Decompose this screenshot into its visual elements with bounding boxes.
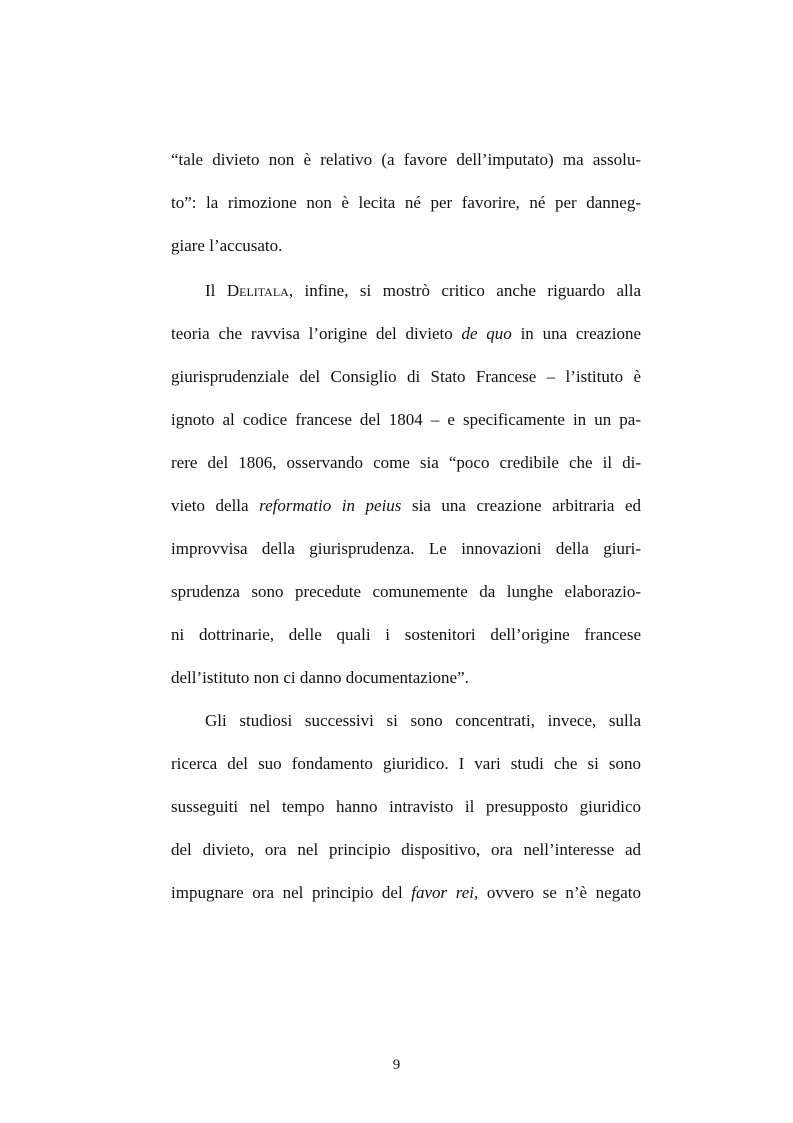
author-name: Delitala — [226, 281, 289, 300]
italic-term: de quo — [461, 324, 512, 343]
text-line: teoria che ravvisa l’origine del divieto de quo in una creazione — [171, 324, 641, 343]
text-line: vieto della reformatio in peius sia una creazione arbitraria ed — [171, 496, 642, 515]
page-number: 9 — [392, 1057, 401, 1073]
text-line: sprudenza sono precedute comunemente da lunghe elaborazio- — [171, 582, 641, 601]
text-line: Gli studiosi successivi si sono concentrati, invece, sulla — [205, 711, 641, 730]
text-line: giurisprudenziale del Consiglio di Stato Francese – l’istituto è — [171, 367, 641, 386]
text-line: susseguiti nel tempo hanno intravisto il presupposto giuridico — [171, 797, 641, 816]
text-line: impugnare ora nel principio del favor rei, ovvero se n’è negato — [171, 883, 641, 902]
text-line: to”: la rimozione non è lecita né per favorire, né per danneg- — [171, 193, 641, 212]
text-line: Il Delitala, infine, si mostrò critico anche riguardo alla — [205, 281, 641, 300]
text-line: “tale divieto non è relativo (a favore dell’imputato) ma assolu- — [171, 150, 641, 169]
text-line: giare l’accusato. — [171, 236, 283, 255]
text-line: del divieto, ora nel principio dispositivo, ora nell’interesse ad — [171, 840, 641, 859]
italic-term: reformatio in peius — [259, 496, 402, 515]
text-line: rere del 1806, osservando come sia “poco credibile che il di- — [171, 453, 641, 472]
text-line: improvvisa della giurisprudenza. Le innovazioni della giuri- — [171, 539, 641, 558]
text-line: ignoto al codice francese del 1804 – e specificamente in un pa- — [171, 410, 641, 429]
text-line: ni dottrinarie, delle quali i sostenitori dell’origine francese — [171, 625, 641, 644]
italic-term: favor rei, — [411, 883, 479, 902]
text-line: ricerca del suo fondamento giuridico. I vari studi che si sono — [171, 754, 641, 773]
text-line: dell’istituto non ci danno documentazione”. — [171, 668, 469, 687]
